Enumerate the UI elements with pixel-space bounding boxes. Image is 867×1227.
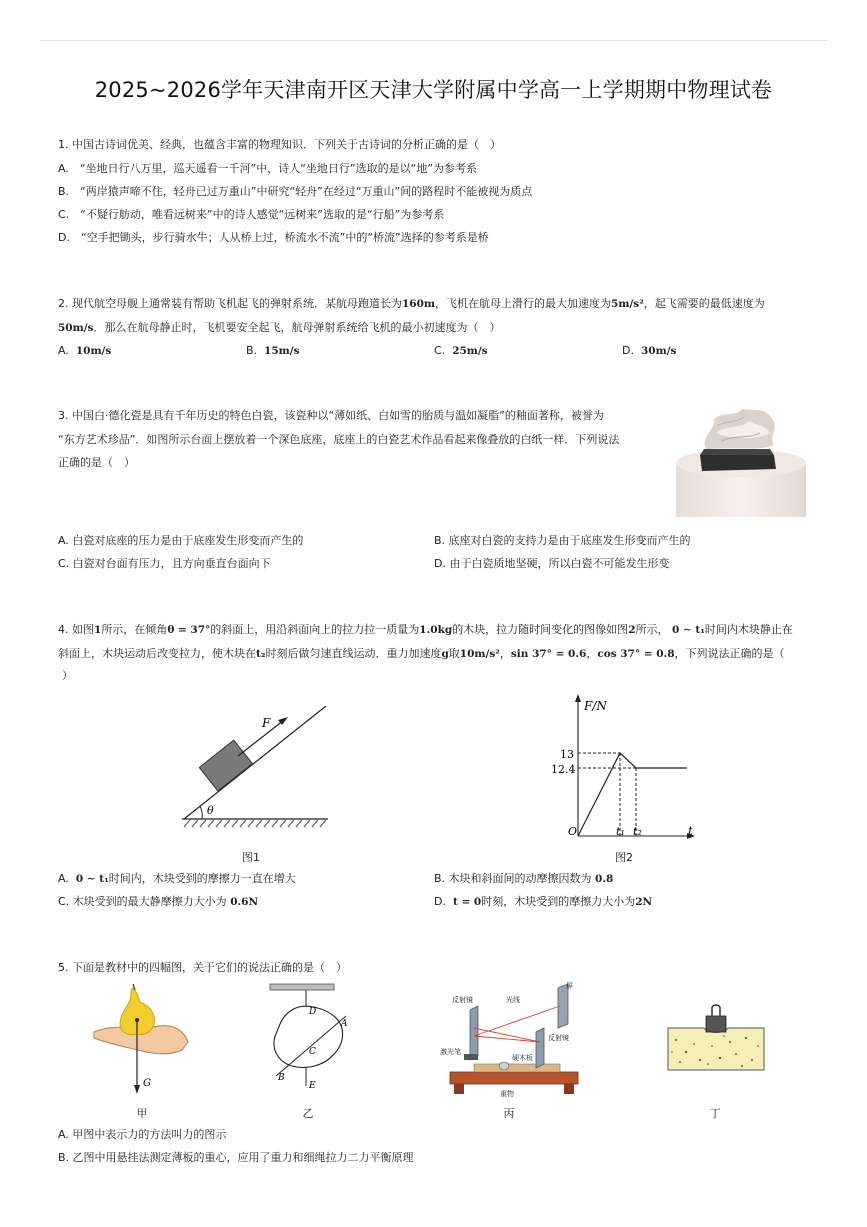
q5-option-b[interactable]: B. 乙图中用悬挂法测定薄板的重心，应用了重力和细绳拉力二力平衡原理: [58, 1151, 414, 1164]
bing-weight-label: 重物: [500, 1090, 514, 1098]
q4-option-c[interactable]: C. 木块受到的最大静摩擦力大小为 0.6N: [58, 895, 259, 908]
q3-option-c[interactable]: C. 白瓷对台面有压力，且方向垂直台面向下: [58, 557, 271, 570]
caption-ding: 丁: [709, 1107, 721, 1120]
fig1-force-label: F: [262, 716, 271, 730]
q4-option-d[interactable]: D. t = 0时刻，木块受到的摩擦力大小为2N: [434, 895, 653, 908]
q3-option-d[interactable]: D. 由于白瓷质地坚硬，所以白瓷不可能发生形变: [434, 557, 670, 570]
page-title: 2025~2026学年天津南开区天津大学附属中学高一上学期期中物理试卷: [94, 78, 773, 102]
q4-option-b[interactable]: B. 木块和斜面间的动摩擦因数为 0.8: [434, 872, 614, 885]
q4-stem-line2: 斜面上，木块运动后改变拉力，使木块在t₂时刻后做匀速直线运动．重力加速度g取10m/s²，sin 37° = 0.6，cos 37° = 0.8，下列说法正确的是（: [58, 647, 785, 660]
yi-label-a: A: [341, 1019, 348, 1029]
caption-bing: 丙: [503, 1107, 515, 1120]
q2-option-b[interactable]: B. 15m/s: [246, 344, 300, 357]
bing-board-label: 硬木板: [512, 1054, 533, 1062]
q3-option-a[interactable]: A. 白瓷对底座的压力是由于底座发生形变而产生的: [58, 534, 304, 547]
top-divider: [40, 40, 827, 41]
wood-block: [199, 740, 252, 791]
q1-option-a[interactable]: A. “坐地日行八万里，巡天遥看一千河”中，诗人“坐地日行”选取的是以“地”为参考系: [58, 162, 478, 175]
q2-option-c[interactable]: C. 25m/s: [434, 344, 488, 357]
q3-option-b[interactable]: B. 底座对白瓷的支持力是由于底座发生形变而产生的: [434, 534, 691, 547]
caption-jia: 甲: [136, 1107, 148, 1120]
q1-stem: 1. 中国古诗词优美、经典，也蕴含丰富的物理知识．下列关于古诗词的分析正确的是（ ）: [58, 138, 501, 151]
bing-laser-label: 激光笔: [440, 1048, 461, 1056]
figure-ding-weight-on-sponge: [664, 1000, 770, 1074]
q1-option-b[interactable]: B. “两岸猿声啼不住，轻舟已过万重山”中研究“轻舟”在经过“万重山”间的路程时不能被视为质点: [58, 185, 533, 198]
q3-stem-line3: 正确的是（ ）: [58, 456, 135, 469]
q2-option-d[interactable]: D. 30m/s: [622, 344, 677, 357]
graph-tick-12-4: 12.4: [551, 763, 576, 776]
yi-label-d: D: [309, 1007, 317, 1017]
q1-option-c[interactable]: C. “不疑行舫动，唯看远树来”中的诗人感觉“远树来”选取的是“行船”为参考系: [58, 208, 445, 221]
bing-mirror2-label: 反射镜: [548, 1034, 569, 1042]
q2-stem-line1: 2. 现代航空母舰上通常装有帮助飞机起飞的弹射系统．某航母跑道长为160m，飞机在航母上滑行的最大加速度为5m/s²，起飞需要的最低速度为: [58, 297, 765, 310]
figure-1-incline: [176, 700, 336, 832]
q4-stem-line1: 4. 如图1所示，在倾角θ = 37°的斜面上，用沿斜面向上的拉力拉一质量为1.0kg的木块，拉力随时间变化的图像如图2所示， 0 ∼ t₁时间内木块静止在: [58, 623, 793, 636]
q2-stem-line2: 50m/s．那么在航母静止时，飞机要安全起飞，航母弹射系统给飞机的最小初速度为（ ）: [58, 321, 501, 334]
q2-option-a[interactable]: A. 10m/s: [58, 344, 112, 357]
fig2-caption: 图2: [615, 851, 633, 864]
figure-yi-suspended-plate: [262, 982, 362, 1092]
yi-label-c: C: [309, 1047, 316, 1057]
yi-label-e: E: [309, 1081, 316, 1091]
jia-g-label: G: [143, 1078, 151, 1089]
graph-ylabel: F/N: [584, 699, 607, 713]
bing-beam-label: 光线: [506, 996, 520, 1004]
figure-jia-pear: [90, 980, 194, 1098]
caption-yi: 乙: [302, 1107, 314, 1120]
q4-stem-line3: ）: [62, 669, 73, 682]
graph-t1: t₁: [616, 825, 625, 838]
q1-option-d[interactable]: D. “空手把锄头，步行骑水牛；人从桥上过，桥流水不流”中的“桥流”选择的参考系是桥: [58, 231, 489, 244]
q3-stem-line1: 3. 中国白·德化瓷是具有千年历史的特色白瓷，该瓷种以“薄如纸、白如雪的胎质与温如凝脂”的釉面著称，被誉为: [58, 409, 604, 422]
graph-t2: t₂: [633, 825, 642, 838]
graph-force-curve: [578, 753, 687, 836]
q5-option-a[interactable]: A. 甲图中表示力的方法叫力的图示: [58, 1128, 227, 1141]
q3-stem-line2: “东方艺术珍品”．如图所示台面上摆放着一个深色底座，底座上的白瓷艺术作品看起来像叠放的白纸一样．下列说法: [58, 433, 620, 446]
q4-option-a[interactable]: A. 0 ∼ t₁时间内，木块受到的摩擦力一直在增大: [58, 872, 296, 885]
porcelain-photo: [670, 403, 810, 517]
graph-xlabel: t: [688, 824, 693, 838]
fig1-theta-label: θ: [207, 804, 214, 817]
bing-mirror1-label: 反射镜: [452, 996, 473, 1004]
graph-tick-13: 13: [560, 748, 574, 761]
yi-label-b: B: [278, 1073, 285, 1083]
fig1-caption: 图1: [242, 851, 260, 864]
figure-2-force-time-graph: [550, 688, 710, 848]
q5-stem: 5. 下面是教材中的四幅图，关于它们的说法正确的是（ ）: [58, 961, 347, 974]
bing-screen-label: 屏: [566, 982, 573, 990]
graph-origin: O: [568, 825, 578, 838]
figure-bing-laser-setup: [440, 980, 586, 1098]
